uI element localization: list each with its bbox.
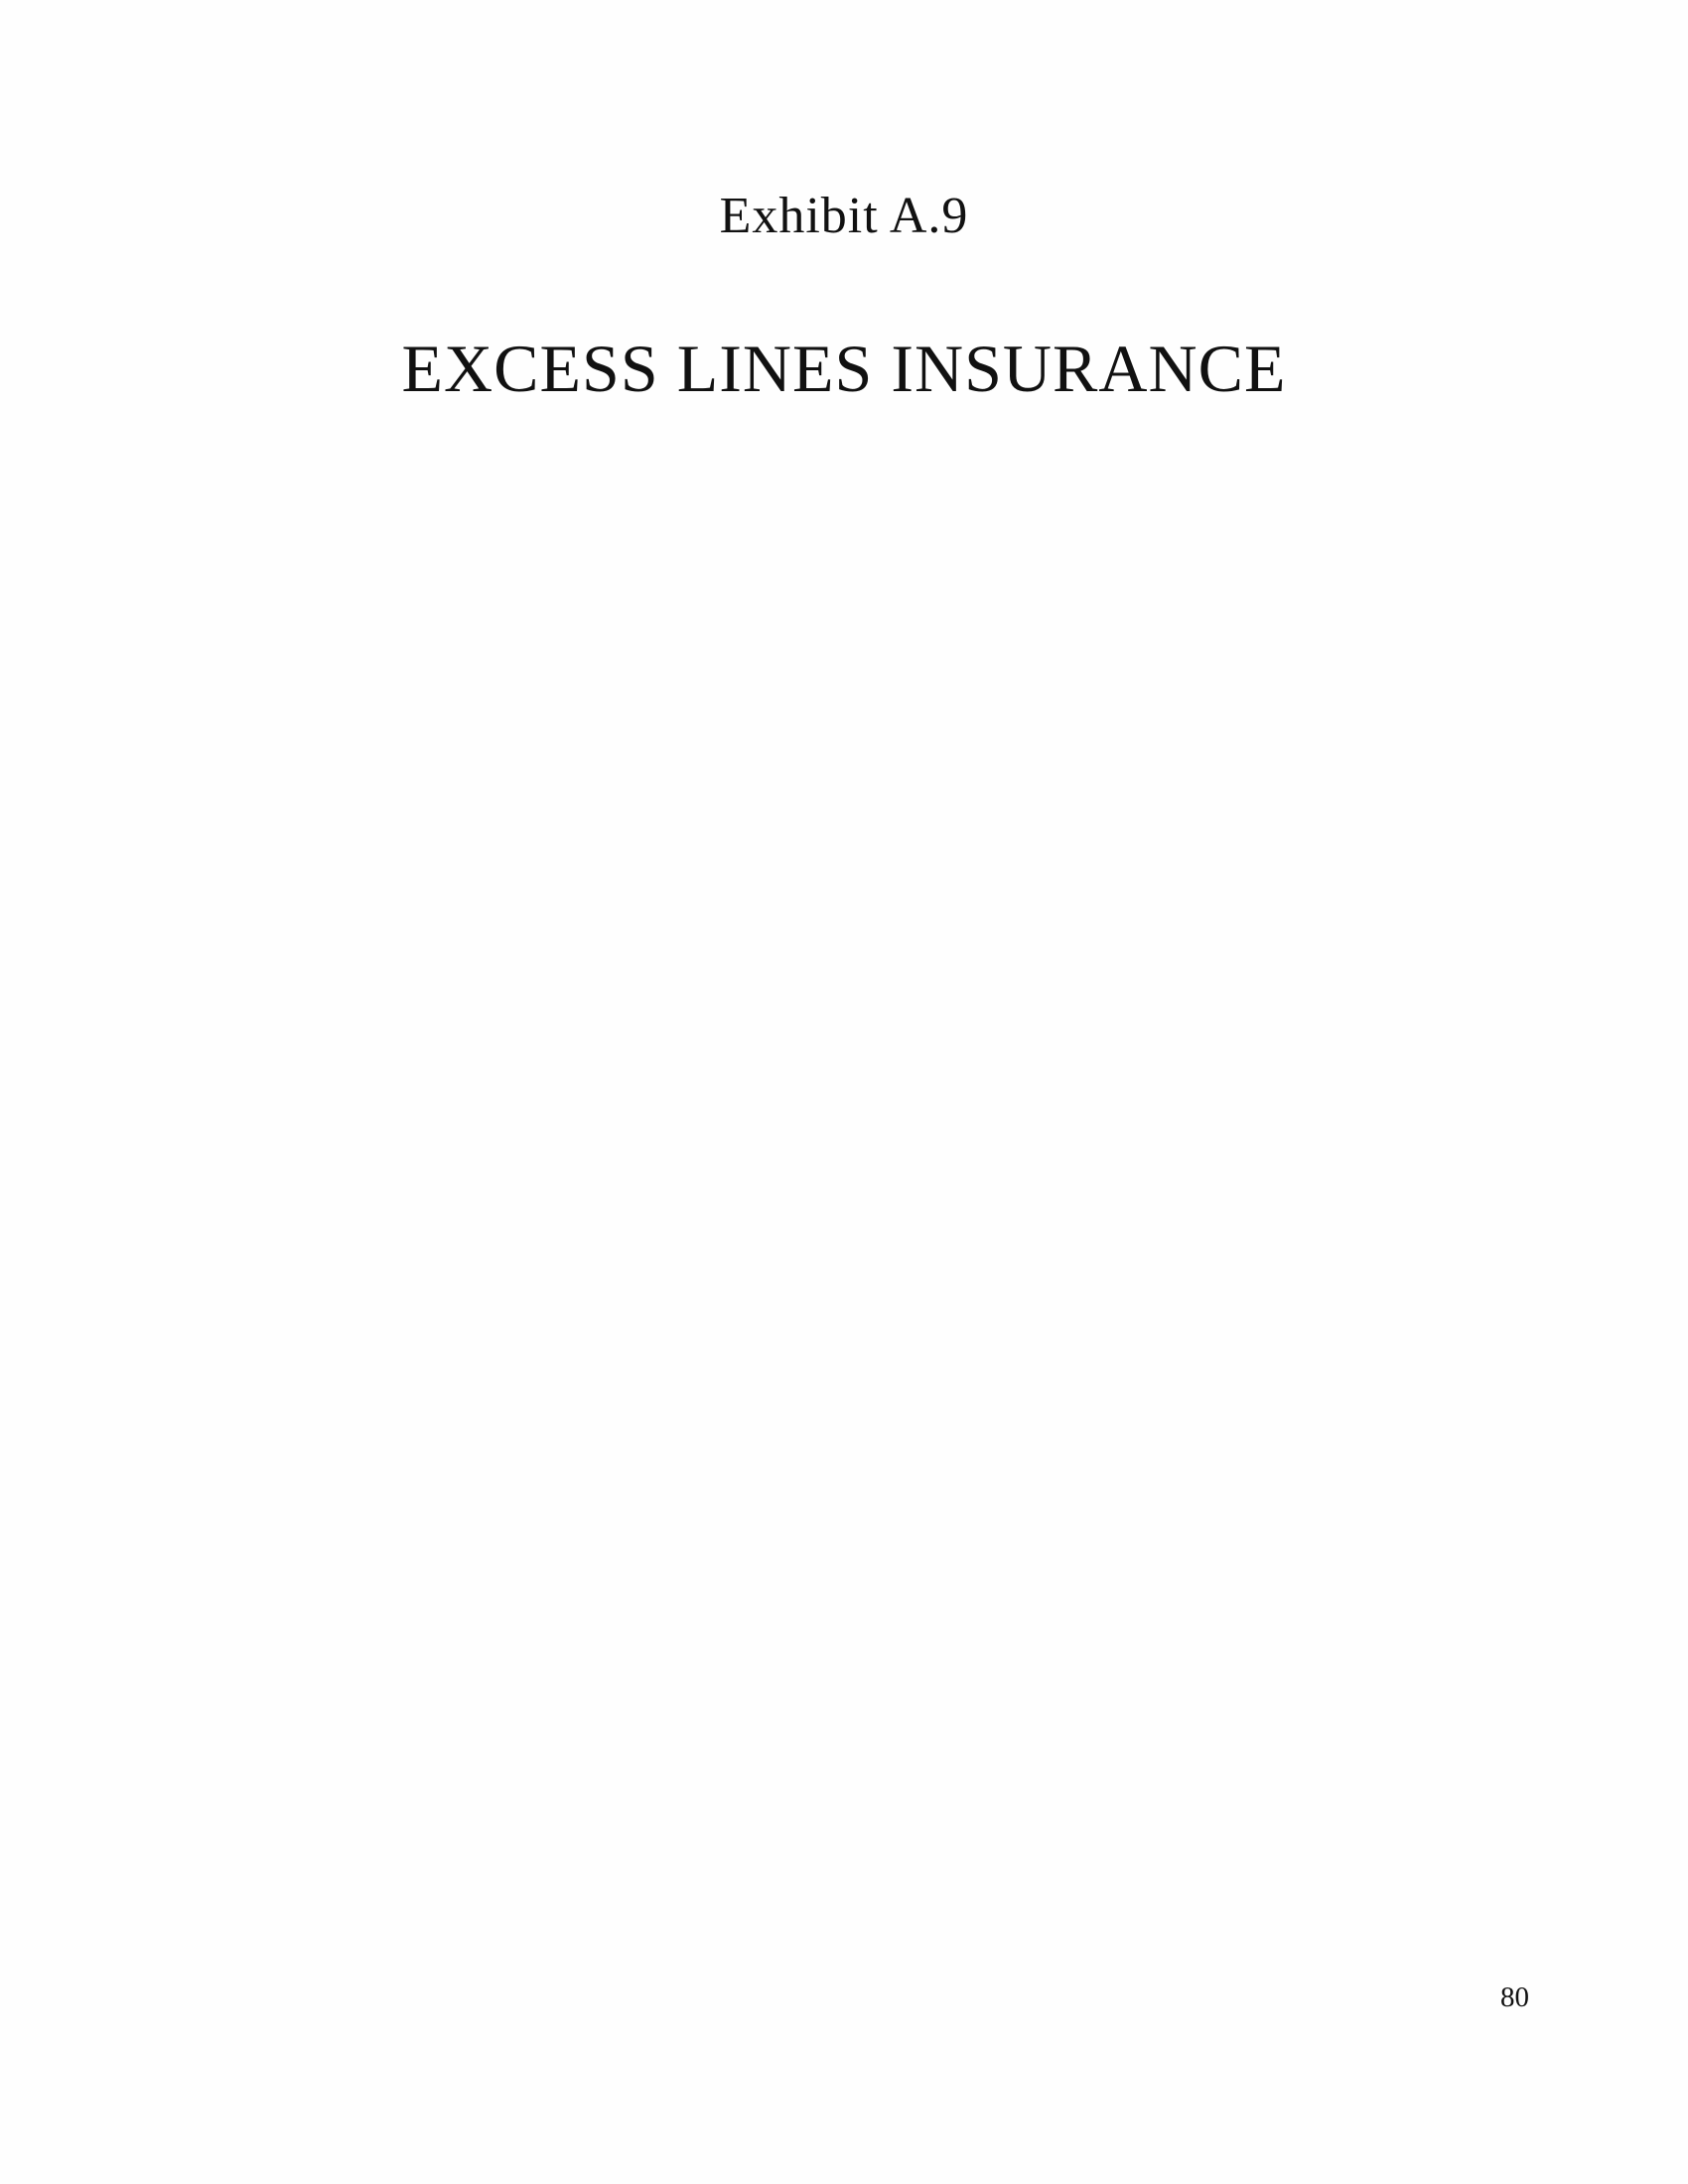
page-title: EXCESS LINES INSURANCE: [401, 331, 1287, 406]
exhibit-label: Exhibit A.9: [719, 188, 969, 244]
page-number: 80: [1500, 1981, 1529, 2013]
